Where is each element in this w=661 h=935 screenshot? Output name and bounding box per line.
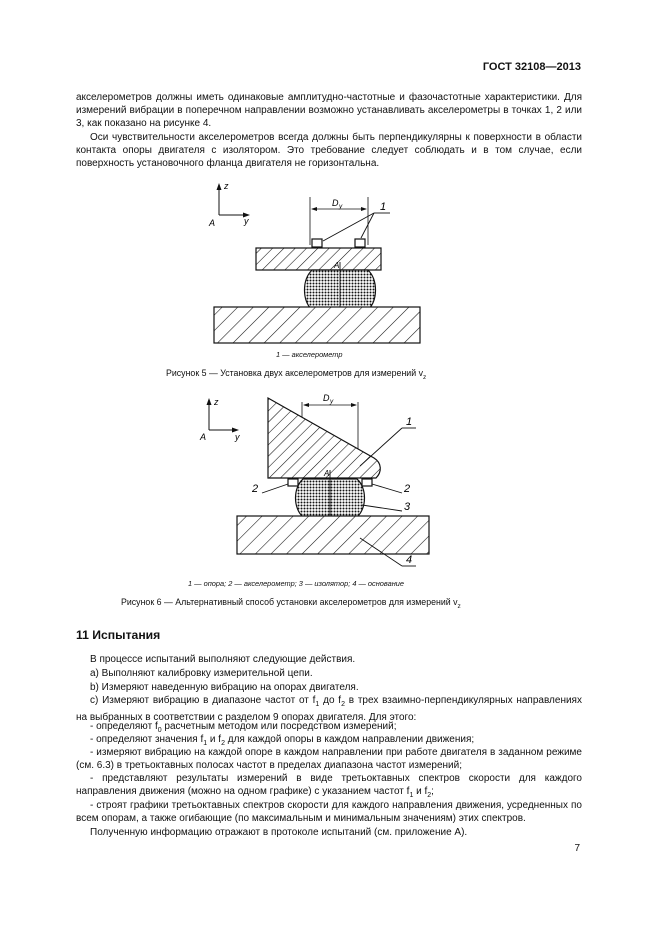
fig5-dim-label: D xyxy=(332,198,339,208)
section-11-dash-4: - представляют результаты измерений в виде третьоктавных спектров скорости для каждого направления движения (можно на одном графике) с указанием частот $f_1$ и $f_2$; xyxy=(76,773,582,800)
section-11-dash-2: - определяют значения $f_1$ и $f_2$ для каждой опоры в каждом направлении движения; xyxy=(90,734,475,747)
fig5-point-a-mark: A xyxy=(334,261,340,270)
fig6-callout-4-label: 4 xyxy=(406,554,413,566)
figure-6-caption: Рисунок 6 — Альтернативный способ установки акселерометров для измерений $v_z$ xyxy=(121,597,461,610)
fig6-callout-3-label: 3 xyxy=(404,501,411,513)
fig5-axis-y-label: y xyxy=(244,216,249,226)
fig6-point-a-label: A xyxy=(200,432,207,442)
figure-6-drawing xyxy=(190,385,450,575)
fig5-support-plate xyxy=(256,248,381,270)
figure-5-drawing xyxy=(190,172,430,347)
fig6-callout-2-right-label: 2 xyxy=(404,483,411,495)
section-11-dash-1: - определяют $f_0$ расчетным методом или посредством измерений; xyxy=(90,721,397,734)
fig6-support-wedge xyxy=(268,398,380,478)
document-header: ГОСТ 32108—2013 xyxy=(482,61,581,73)
fig5-dim-subscript: y xyxy=(339,203,343,210)
fig6-callout-3 xyxy=(362,501,411,513)
fig6-point-a-mark: A xyxy=(324,469,330,478)
fig6-axis-y-label: y xyxy=(235,432,240,442)
fig6-accelerometer-left xyxy=(288,479,298,486)
fig5-accelerometer-right xyxy=(355,239,365,247)
fig6-axis-z-label: z xyxy=(214,397,219,407)
figure-6-legend: 1 — опора; 2 — акселерометр; 3 — изолятор; 4 — основание xyxy=(188,579,405,588)
fig6-callout-2-right xyxy=(372,483,410,495)
section-11-dash-5: - строят графики третьоктавных спектров скорости для каждого направления движения, усредненных по всем опорам, а также огибающие (по максимальным и минимальным значениям) этих спектров. xyxy=(76,800,582,825)
section-11-title: 11 Испытания xyxy=(76,628,161,642)
fig6-callout-1-label: 1 xyxy=(406,416,413,428)
fig6-accelerometer-right xyxy=(362,479,372,486)
section-11-item-c: c) Измеряют вибрацию в диапазоне частот от $f_1$ до $f_2$ в трех взаимно-перпендикулярных направлениях на выбранных в соответствии с разделом 9 опорах двигателя. Для этого: xyxy=(76,695,582,724)
section-11-item-a: a) Выполняют калибровку измерительной цепи. xyxy=(90,668,313,679)
section-11-lead: В процессе испытаний выполняют следующие действия. xyxy=(90,654,356,665)
section-11-dash-3: - измеряют вибрацию на каждой опоре в каждом направлении при работе двигателя в заданном режиме (см. 6.3) в третьоктавных полосах частот в пределах диапазона частот измерений; xyxy=(76,747,582,772)
fig6-callout-2-left xyxy=(251,483,288,495)
fig5-base xyxy=(214,307,420,343)
fig5-callout-1-label: 1 xyxy=(380,201,387,213)
fig6-axes xyxy=(199,397,240,442)
intro-paragraph-1: акселерометров должны иметь одинаковые амплитудно-частотные и фазочастотные характеристики. Для измерений вибрации в поперечном направлении возможно устанавливать акселерометры в точках 1, 2 или 3, как показано на рисунке 4. xyxy=(76,92,582,130)
fig6-dim-label: D xyxy=(323,393,330,403)
fig6-base xyxy=(237,516,429,554)
section-11-closing: Полученную информацию отражают в протоколе испытаний (см. приложение А). xyxy=(90,827,468,838)
figure-5-caption: Рисунок 5 — Установка двух акселерометров для измерений $v_z$ xyxy=(166,368,427,381)
section-11-item-b: b) Измеряют наведенную вибрацию на опорах двигателя. xyxy=(90,682,359,693)
fig5-point-a-label: A xyxy=(209,218,216,228)
fig5-axes xyxy=(208,181,250,228)
fig6-callout-2-left-label: 2 xyxy=(252,483,259,495)
intro-paragraph-2: Оси чувствительности акселерометров всегда должны быть перпендикулярны к поверхности в области контакта опоры двигателя с изолятором. Это требование следует соблюдать и в том случае, если поверхность установочного фланца двигателя не горизонтальна. xyxy=(76,132,582,170)
figure-5-legend: 1 — акселерометр xyxy=(276,350,343,359)
fig6-callout-1 xyxy=(360,416,416,466)
fig5-accelerometer-left xyxy=(312,239,322,247)
fig5-axis-z-label: z xyxy=(224,181,229,191)
page-number: 7 xyxy=(574,843,580,854)
fig6-dim-subscript: y xyxy=(330,398,334,405)
